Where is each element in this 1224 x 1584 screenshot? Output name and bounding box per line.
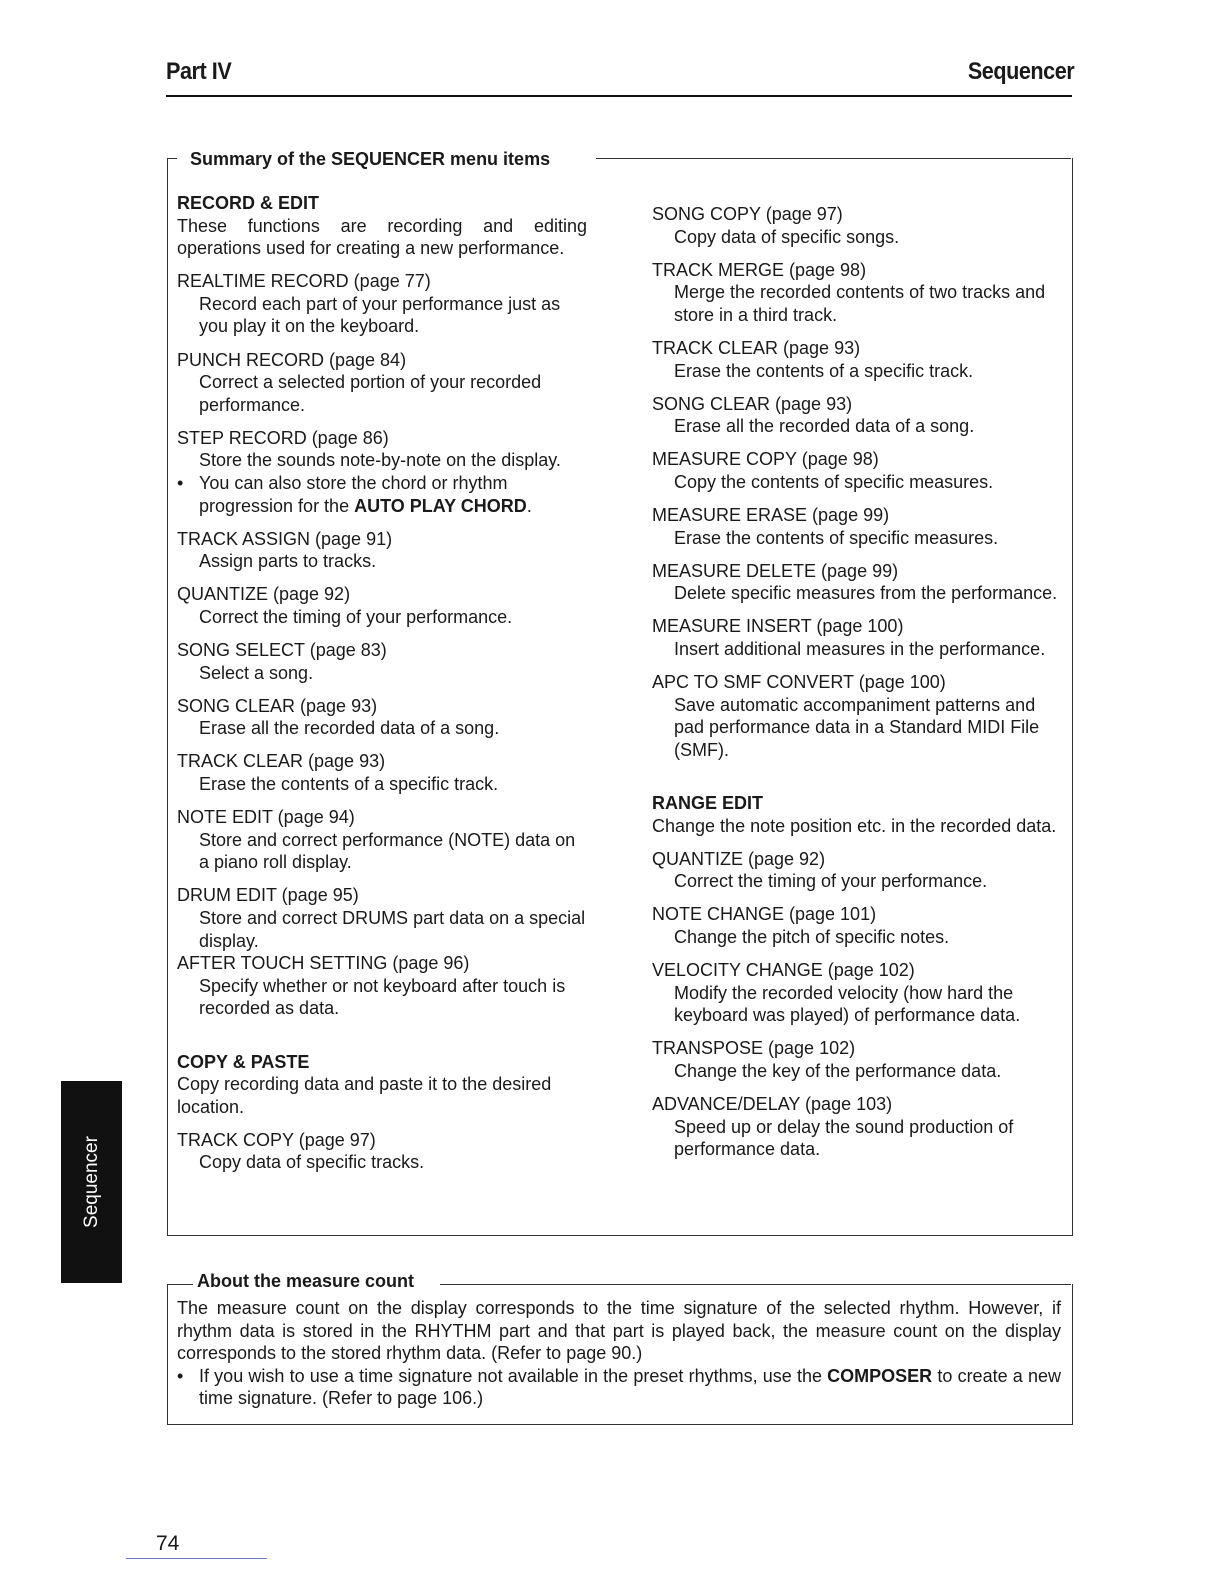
measure-count-title: About the measure count bbox=[193, 1271, 418, 1292]
menu-item bbox=[652, 337, 1062, 382]
menu-item bbox=[177, 427, 587, 517]
menu-item-desc: Store and correct DRUMS part data on a special display. bbox=[199, 908, 586, 951]
note-suffix: to create a new time signature. (Refer to page 106.) bbox=[199, 1365, 1061, 1409]
menu-item-name: QUANTIZE (page 92) bbox=[177, 584, 351, 605]
note-text: If you wish to use a time signature not available in the preset rhythms, use the bbox=[199, 1365, 822, 1386]
copy-paste-desc: Copy recording data and paste it to the desired location. bbox=[177, 1074, 552, 1117]
range-edit-desc: Change the note position etc. in the recorded data. bbox=[652, 815, 1057, 836]
menu-item-name: MEASURE ERASE (page 99) bbox=[652, 505, 890, 526]
menu-item bbox=[652, 448, 1062, 493]
menu-item bbox=[177, 349, 587, 417]
record-edit-heading: RECORD & EDIT bbox=[177, 193, 320, 213]
part-heading: Part IV bbox=[166, 58, 232, 85]
footer-rule bbox=[126, 1558, 267, 1559]
menu-item-desc: Store and correct performance (NOTE) data on a piano roll display. bbox=[199, 829, 576, 873]
menu-item-name: DRUM EDIT (page 95) bbox=[177, 885, 359, 906]
menu-item-name: SONG SELECT (page 83) bbox=[177, 640, 387, 661]
note-text: You can also store the chord or rhythm progression for the bbox=[199, 473, 508, 516]
summary-box-corner bbox=[167, 158, 177, 159]
menu-item-desc: Delete specific measures from the performance. bbox=[674, 583, 1058, 604]
menu-item-name: ADVANCE/DELAY (page 103) bbox=[652, 1094, 893, 1114]
menu-item bbox=[177, 952, 587, 1020]
menu-item-desc: Select a song. bbox=[199, 662, 314, 683]
range-edit-heading: RANGE EDIT bbox=[652, 792, 764, 813]
note-emphasis: COMPOSER bbox=[827, 1365, 933, 1386]
record-edit-desc: These functions are recording and editing operations used for creating a new performance. bbox=[177, 215, 587, 259]
note-emphasis: AUTO PLAY CHORD bbox=[354, 495, 527, 516]
menu-item-desc: Change the key of the performance data. bbox=[674, 1060, 1002, 1081]
menu-item-desc: Erase the contents of a specific track. bbox=[199, 774, 499, 795]
menu-item-name: MEASURE INSERT (page 100) bbox=[652, 616, 904, 637]
menu-item-name: AFTER TOUCH SETTING (page 96) bbox=[177, 953, 470, 974]
menu-item-desc: Copy data of specific songs. bbox=[674, 226, 900, 247]
menu-item-name: REALTIME RECORD (page 77) bbox=[177, 271, 431, 292]
menu-item-desc: Correct a selected portion of your recorded performance. bbox=[199, 372, 542, 415]
measure-count-note bbox=[177, 1365, 1061, 1410]
menu-item bbox=[652, 259, 1062, 327]
menu-item bbox=[177, 639, 587, 684]
menu-item bbox=[652, 615, 1062, 660]
page-number: 74 bbox=[156, 1532, 180, 1555]
menu-item-desc: Change the pitch of specific notes. bbox=[674, 926, 950, 947]
summary-box-title: Summary of the SEQUENCER menu items bbox=[186, 149, 554, 170]
menu-item-name: TRACK CLEAR (page 93) bbox=[177, 751, 386, 772]
menu-item-name: PUNCH RECORD (page 84) bbox=[177, 349, 407, 370]
step-record-note bbox=[177, 472, 587, 517]
menu-item-desc: Copy data of specific tracks. bbox=[199, 1152, 425, 1173]
menu-item bbox=[652, 848, 1062, 893]
summary-left-column bbox=[177, 192, 587, 1184]
menu-item-desc: Modify the recorded velocity (how hard the keyboard was played) of performance data. bbox=[674, 982, 1021, 1026]
menu-item-name: TRACK COPY (page 97) bbox=[177, 1129, 376, 1150]
menu-item-name: APC TO SMF CONVERT (page 100) bbox=[652, 672, 946, 693]
menu-item bbox=[652, 203, 1062, 248]
menu-item bbox=[652, 1037, 1062, 1082]
measure-box-top-border bbox=[440, 1284, 1071, 1285]
menu-item-name: NOTE EDIT (page 94) bbox=[177, 807, 355, 828]
summary-right-column bbox=[652, 203, 1062, 1171]
copy-paste-heading: COPY & PASTE bbox=[177, 1051, 310, 1072]
menu-item-desc: Erase the contents of specific measures. bbox=[674, 527, 999, 548]
menu-item bbox=[177, 695, 587, 740]
measure-count-text: The measure count on the display corresponds to the time signature of the selected rhythm. However, if rhythm data is stored in the RHYTHM part and that part is played back, the measure count on the display corresponds to the stored rhythm data. (Refer to page 90.) bbox=[177, 1298, 1061, 1364]
menu-item-name: TRANSPOSE (page 102) bbox=[652, 1038, 856, 1059]
menu-item bbox=[652, 393, 1062, 438]
header-rule bbox=[166, 95, 1072, 97]
menu-item-desc: Record each part of your performance just as you play it on the keyboard. bbox=[199, 293, 561, 337]
menu-item bbox=[652, 504, 1062, 549]
menu-item-name: TRACK CLEAR (page 93) bbox=[652, 337, 861, 358]
menu-item-desc: Correct the timing of your performance. bbox=[199, 607, 513, 627]
menu-item-name: SONG CLEAR (page 93) bbox=[177, 695, 378, 716]
menu-item-desc: Store the sounds note-by-note on the display. bbox=[199, 450, 561, 471]
side-tab-label: Sequencer bbox=[80, 1136, 102, 1228]
menu-item-desc: Erase all the recorded data of a song. bbox=[674, 416, 975, 437]
menu-item-desc: Merge the recorded contents of two tracks and store in a third track. bbox=[674, 282, 1046, 325]
menu-item bbox=[177, 583, 587, 628]
menu-item-name: QUANTIZE (page 92) bbox=[652, 848, 826, 869]
menu-item-name: MEASURE DELETE (page 99) bbox=[652, 560, 899, 581]
menu-item-desc: Correct the timing of your performance. bbox=[674, 871, 988, 892]
section-side-tab bbox=[61, 1081, 122, 1283]
menu-item bbox=[652, 560, 1062, 605]
menu-item bbox=[177, 806, 587, 874]
menu-item bbox=[177, 884, 587, 952]
menu-item bbox=[177, 750, 587, 795]
menu-item-name: MEASURE COPY (page 98) bbox=[652, 449, 879, 470]
menu-item-name: NOTE CHANGE (page 101) bbox=[652, 904, 877, 925]
menu-item-name: SONG COPY (page 97) bbox=[652, 204, 843, 224]
menu-item-desc: Save automatic accompaniment patterns and pad performance data in a Standard MIDI File (SMF). bbox=[674, 694, 1040, 760]
measure-count-body bbox=[177, 1297, 1061, 1410]
menu-item-name: SONG CLEAR (page 93) bbox=[652, 393, 853, 414]
menu-item-desc: Copy the contents of specific measures. bbox=[674, 471, 994, 492]
menu-item-name: VELOCITY CHANGE (page 102) bbox=[652, 960, 915, 981]
summary-box-top-border bbox=[596, 158, 1071, 159]
menu-item bbox=[652, 1093, 1062, 1161]
menu-item bbox=[652, 671, 1062, 761]
menu-item-name: TRACK MERGE (page 98) bbox=[652, 259, 867, 280]
menu-item-name: STEP RECORD (page 86) bbox=[177, 427, 389, 448]
menu-item bbox=[177, 1129, 587, 1174]
menu-item-desc: Assign parts to tracks. bbox=[199, 551, 377, 572]
menu-item-desc: Speed up or delay the sound production of performance data. bbox=[674, 1116, 1014, 1160]
menu-item-name: TRACK ASSIGN (page 91) bbox=[177, 528, 393, 549]
menu-item bbox=[177, 528, 587, 573]
menu-item-desc: Insert additional measures in the performance. bbox=[674, 639, 1046, 659]
menu-item bbox=[652, 903, 1062, 948]
measure-box-corner bbox=[167, 1284, 193, 1285]
note-suffix: . bbox=[526, 495, 532, 516]
chapter-heading: Sequencer bbox=[967, 58, 1074, 85]
menu-item-desc: Specify whether or not keyboard after touch is recorded as data. bbox=[199, 975, 566, 1019]
menu-item-desc: Erase the contents of a specific track. bbox=[674, 360, 974, 381]
menu-item-desc: Erase all the recorded data of a song. bbox=[199, 718, 500, 739]
menu-item bbox=[652, 959, 1062, 1027]
menu-item bbox=[177, 270, 587, 338]
